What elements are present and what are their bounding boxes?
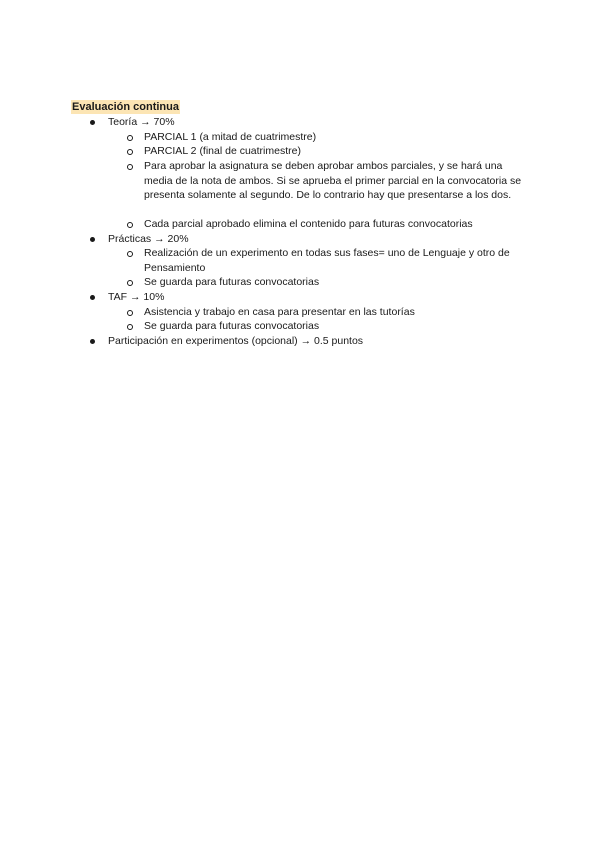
list-item-teoria: Teoría → 70% (108, 116, 175, 128)
sublist-item: Cada parcial aprobado elimina el contenido para futuras convocatorias (144, 218, 473, 230)
circle-bullet-icon (127, 149, 133, 155)
sublist-item: Se guarda para futuras convocatorias (144, 320, 320, 332)
sublist-item: Se guarda para futuras convocatorias (144, 276, 320, 288)
bullet-icon (90, 295, 95, 300)
circle-bullet-icon (127, 280, 133, 286)
circle-bullet-icon (127, 324, 133, 330)
sublist-item: Para aprobar la asignatura se deben aprobar ambos parciales, y se hará una media de la nota de ambos. Si se aprueba el primer parcial en la convocatoria se presenta solamente al segundo. De lo contrario hay que presentarse a los dos. (144, 160, 522, 201)
bullet-icon (90, 339, 95, 344)
sublist-item: Asistencia y trabajo en casa para presentar en las tutorías (144, 306, 415, 318)
circle-bullet-icon (127, 222, 133, 228)
list-item-taf: TAF → 10% (108, 291, 165, 303)
circle-bullet-icon (127, 135, 133, 141)
sublist-item: PARCIAL 1 (a mitad de cuatrimestre) (144, 131, 317, 143)
circle-bullet-icon (127, 310, 133, 316)
circle-bullet-icon (127, 251, 133, 257)
sublist-item: PARCIAL 2 (final de cuatrimestre) (144, 145, 301, 157)
bullet-icon (90, 120, 95, 125)
sublist-item: Realización de un experimento en todas sus fases= uno de Lenguaje y otro de Pensamiento (144, 247, 510, 274)
circle-bullet-icon (127, 164, 133, 170)
bullet-icon (90, 237, 95, 242)
list-item-participacion: Participación en experimentos (opcional) → 0.5 puntos (108, 335, 364, 347)
section-heading: Evaluación continua (72, 101, 179, 113)
list-item-practicas: Prácticas → 20% (108, 233, 189, 245)
